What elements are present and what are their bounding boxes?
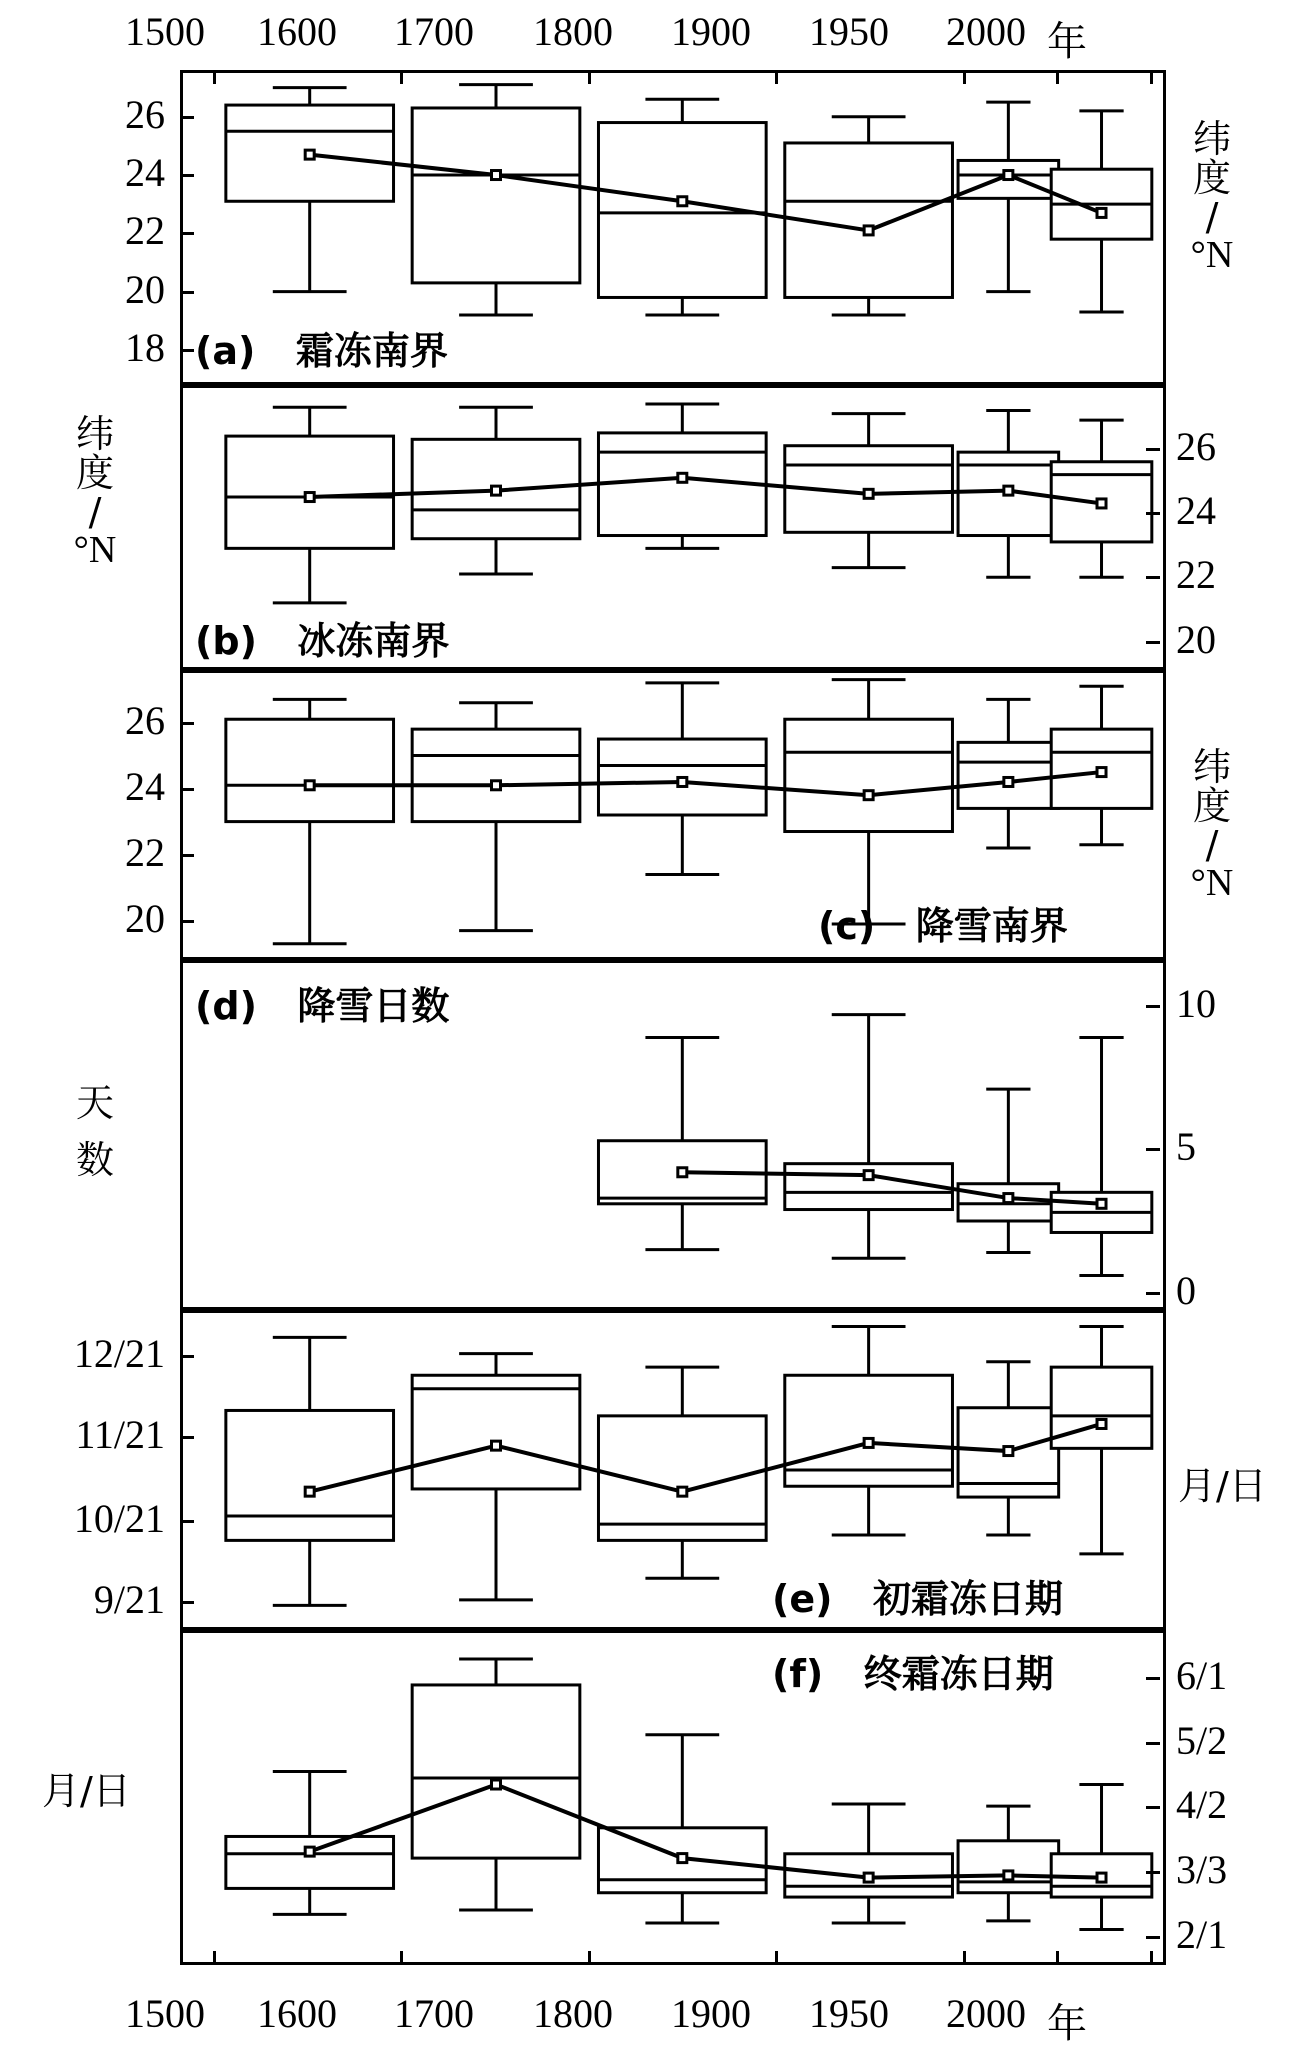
panel-d-label-text: 降雪日数 (297, 984, 450, 1028)
box-3 (785, 680, 953, 924)
panel-b-ytick-2: 24 (1176, 488, 1216, 534)
panel-e-tickmark-2 (180, 1436, 194, 1439)
box-0 (226, 88, 394, 292)
panel-a-tickmark-3 (180, 174, 194, 177)
mean-marker-1 (492, 781, 501, 790)
mean-marker-5 (1097, 1873, 1106, 1882)
panel-a-tickmark-1 (180, 291, 194, 294)
panel-c-ytick-0: 20 (125, 895, 165, 941)
box-0 (226, 407, 394, 603)
mean-marker-2 (1004, 1194, 1013, 1203)
panel-d-ytick-0: 0 (1176, 1267, 1196, 1313)
mean-marker-0 (305, 1487, 314, 1496)
box-3 (785, 1327, 953, 1535)
panel-d-tickmark-0 (1146, 1292, 1160, 1295)
mean-marker-1 (492, 1441, 501, 1450)
x-tickmark-top-1 (400, 70, 403, 84)
panel-b-ytick-1: 22 (1176, 552, 1216, 598)
panel-c-label-text: 降雪南界 (915, 904, 1068, 948)
panel-a-label-prefix: (a) (195, 329, 256, 373)
mean-marker-5 (1097, 768, 1106, 777)
x-tickmark-bottom-5 (1056, 1951, 1059, 1965)
mean-marker-1 (492, 171, 501, 180)
mean-marker-4 (1004, 1447, 1013, 1456)
x-tickmark-bottom-6 (1150, 1951, 1153, 1965)
x-tick-bottom-6: 2000 (946, 1991, 1026, 2036)
panel-c-ylabel-char-3: °N (1190, 862, 1234, 905)
panel-f-label (772, 1643, 1054, 1698)
box-3 (785, 117, 953, 315)
panel-d-ylabel-char-1: 数 (75, 1138, 114, 1182)
panel-c-ytick-3: 26 (125, 697, 165, 743)
x-tickmark-top-5 (1056, 70, 1059, 84)
mean-marker-3 (864, 226, 873, 235)
mean-marker-3 (864, 791, 873, 800)
box-2 (598, 1735, 766, 1923)
box-3 (785, 1804, 953, 1923)
panel-d-ytick-2: 10 (1176, 980, 1216, 1026)
x-tick-top-1: 1600 (257, 9, 337, 54)
x-unit-bottom: 年 (1047, 2001, 1087, 2047)
panel-b-tickmark-1 (1146, 576, 1160, 579)
panel-f-tickmark-2 (1146, 1806, 1160, 1809)
panel-c-ylabel-char-0: 纬 (1192, 745, 1231, 789)
mean-marker-1 (492, 486, 501, 495)
mean-marker-0 (678, 1168, 687, 1177)
box-3 (1051, 1038, 1152, 1276)
mean-marker-5 (1097, 499, 1106, 508)
panel-a-ylabel-char-1: 度 (1192, 155, 1231, 200)
box-0 (226, 699, 394, 943)
box-1 (412, 1354, 580, 1600)
panel-c-ylabel-char-1: 度 (1192, 783, 1231, 828)
mean-marker-1 (864, 1171, 873, 1180)
panel-b-ylabel-char-1: 度 (75, 450, 114, 495)
x-tick-top-0: 1500 (125, 9, 205, 54)
mean-marker-3 (864, 1438, 873, 1447)
panel-c-label (818, 895, 1068, 950)
mean-marker-2 (678, 1487, 687, 1496)
box-0 (226, 1337, 394, 1605)
panel-a-ytick-3: 24 (125, 149, 165, 195)
mean-marker-0 (305, 493, 314, 502)
panel-f-label-prefix: (f) (772, 1652, 824, 1696)
x-tickmark-top-6 (1150, 70, 1153, 84)
panel-b-ytick-3: 26 (1176, 424, 1216, 470)
box-1 (785, 1015, 953, 1259)
x-tick-bottom-0: 1500 (125, 1991, 205, 2036)
mean-marker-4 (1004, 486, 1013, 495)
mean-marker-4 (1004, 1871, 1013, 1880)
box-4 (958, 699, 1059, 848)
x-tick-bottom-3: 1800 (533, 1991, 613, 2036)
box-2 (598, 1367, 766, 1578)
panel-e-ytick-0: 9/21 (93, 1577, 165, 1623)
panel-d-ytick-1: 5 (1176, 1124, 1196, 1170)
x-tick-top-4: 1900 (671, 9, 751, 54)
mean-marker-2 (678, 473, 687, 482)
panel-b-label (195, 610, 449, 665)
mean-marker-2 (678, 777, 687, 786)
mean-marker-1 (492, 1780, 501, 1789)
x-unit-top: 年 (1047, 19, 1087, 65)
panel-f-ytick-0: 2/1 (1176, 1912, 1228, 1958)
x-tickmark-bottom-1 (400, 1951, 403, 1965)
panel-d-tickmark-1 (1146, 1148, 1160, 1151)
panel-a-tickmark-4 (180, 116, 194, 119)
mean-marker-0 (305, 150, 314, 159)
panel-c-label-prefix: (c) (818, 904, 876, 948)
mean-marker-3 (864, 1873, 873, 1882)
panel-b-ylabel-char-2: / (88, 489, 102, 534)
mean-marker-4 (1004, 171, 1013, 180)
panel-a-label (195, 320, 448, 375)
panel-a-label-text: 霜冻南界 (295, 329, 448, 373)
panel-b-tickmark-2 (1146, 512, 1160, 515)
panel-f-tickmark-4 (1146, 1677, 1160, 1680)
panel-b-ylabel-left (58, 412, 132, 572)
panel-a-ytick-0: 18 (125, 324, 165, 370)
panel-f-tickmark-1 (1146, 1871, 1160, 1874)
panel-d-ylabel-char-0: 天 (75, 1081, 114, 1125)
panel-a-ylabel-char-2: / (1205, 194, 1219, 239)
panel-c-ylabel-char-2: / (1205, 822, 1219, 867)
panel-f-ytick-1: 3/3 (1176, 1847, 1228, 1893)
x-tick-top-5: 1950 (809, 9, 889, 54)
x-tickmark-top-3 (775, 70, 778, 84)
panel-b-label-prefix: (b) (195, 619, 257, 663)
panel-f-label-text: 终霜冻日期 (863, 1652, 1054, 1696)
mean-marker-2 (678, 1854, 687, 1863)
box-1 (412, 703, 580, 931)
panel-b-label-text: 冰冻南界 (297, 619, 450, 663)
x-tickmark-bottom-4 (963, 1951, 966, 1965)
panel-b-tickmark-3 (1146, 448, 1160, 451)
panel-e-tickmark-1 (180, 1520, 194, 1523)
panel-c-tickmark-1 (180, 854, 194, 857)
panel-d-tickmark-2 (1146, 1005, 1160, 1008)
panel-a-ylabel-char-0: 纬 (1192, 117, 1231, 161)
mean-marker-0 (305, 1847, 314, 1856)
box-0 (226, 1772, 394, 1915)
x-tickmark-top-4 (963, 70, 966, 84)
panel-e-ylabel-right: 月/日 (1178, 1464, 1267, 1508)
panel-e-label-prefix: (e) (772, 1577, 833, 1621)
panel-e-tickmark-3 (180, 1355, 194, 1358)
panel-a-tickmark-0 (180, 349, 194, 352)
panel-e-ytick-3: 12/21 (73, 1331, 165, 1377)
x-tick-top-6: 2000 (946, 9, 1026, 54)
panel-a-ytick-4: 26 (125, 91, 165, 137)
panel-e-tickmark-0 (180, 1601, 194, 1604)
x-tick-top-2: 1700 (394, 9, 474, 54)
x-tickmark-bottom-2 (588, 1951, 591, 1965)
x-tickmark-top-0 (213, 70, 216, 84)
panel-c-ylabel-right (1182, 745, 1242, 905)
x-tick-top-3: 1800 (533, 9, 613, 54)
panel-d-label-prefix: (d) (195, 984, 257, 1028)
panel-e-label (772, 1568, 1063, 1623)
panel-c-ytick-1: 22 (125, 829, 165, 875)
panel-c-tickmark-3 (180, 722, 194, 725)
box-2 (958, 1089, 1059, 1252)
mean-marker-5 (1097, 1419, 1106, 1428)
panel-d-ylabel-left (58, 1075, 132, 1189)
panel-f-ytick-2: 4/2 (1176, 1782, 1228, 1828)
box-5 (1051, 1785, 1152, 1930)
panel-a-ytick-2: 22 (125, 208, 165, 254)
panel-c-ytick-2: 24 (125, 763, 165, 809)
mean-marker-4 (1004, 777, 1013, 786)
x-tick-bottom-5: 1950 (809, 1991, 889, 2036)
mean-marker-0 (305, 781, 314, 790)
panel-a-ylabel-right (1182, 117, 1242, 277)
mean-marker-5 (1097, 208, 1106, 217)
panel-f-tickmark-3 (1146, 1742, 1160, 1745)
panel-f-ytick-4: 6/1 (1176, 1652, 1228, 1698)
panel-c-tickmark-2 (180, 788, 194, 791)
panel-b-ylabel-char-3: °N (73, 529, 117, 572)
box-1 (412, 85, 580, 315)
mean-marker-3 (1097, 1199, 1106, 1208)
box-4 (958, 1806, 1059, 1921)
panel-a-tickmark-2 (180, 232, 194, 235)
x-tick-bottom-1: 1600 (257, 1991, 337, 2036)
panel-e-ytick-2: 11/21 (75, 1412, 165, 1458)
box-5 (1051, 1327, 1152, 1554)
box-5 (1051, 686, 1152, 845)
panel-b-ylabel-char-0: 纬 (75, 412, 114, 456)
x-tickmark-top-2 (588, 70, 591, 84)
x-tickmark-bottom-0 (213, 1951, 216, 1965)
panel-e-ytick-1: 10/21 (73, 1496, 165, 1542)
panel-f-tickmark-0 (1146, 1936, 1160, 1939)
x-tick-bottom-2: 1700 (394, 1991, 474, 2036)
panel-a-ylabel-char-3: °N (1190, 234, 1234, 277)
box-0 (598, 1038, 766, 1250)
panel-f-ytick-3: 5/2 (1176, 1717, 1228, 1763)
mean-marker-2 (678, 197, 687, 206)
panel-a-ytick-1: 20 (125, 266, 165, 312)
box-4 (958, 102, 1059, 291)
x-tick-bottom-4: 1900 (671, 1991, 751, 2036)
x-tickmark-bottom-3 (775, 1951, 778, 1965)
panel-e-label-text: 初霜冻日期 (872, 1577, 1063, 1621)
panel-b-ytick-0: 20 (1176, 616, 1216, 662)
panel-d-label (195, 975, 449, 1030)
panel-f-ylabel-left: 月/日 (42, 1769, 131, 1813)
panel-b-tickmark-0 (1146, 641, 1160, 644)
mean-marker-3 (864, 489, 873, 498)
panel-c-tickmark-0 (180, 920, 194, 923)
